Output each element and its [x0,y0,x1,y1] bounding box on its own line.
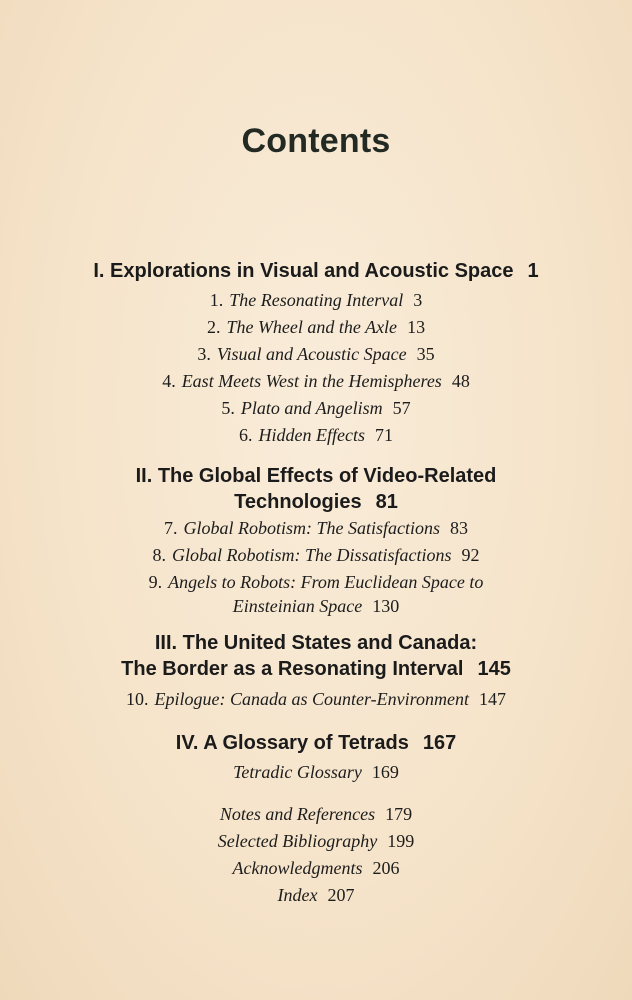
toc-entry-4 [0,369,632,393]
chapter-page: 3 [413,290,423,310]
part-3-heading [0,630,632,682]
chapter-title: Epilogue: Canada as Counter-Environment [154,689,469,709]
entry-page: 199 [387,831,415,851]
chapter-title-line2: Einsteinian Space [232,596,363,616]
chapter-number: 4. [162,371,176,391]
part-2-label-line1: II. The Global Effects of Video-Related [135,465,497,487]
toc-entry-notes [0,802,632,826]
part-1-page: 1 [527,260,539,282]
part-1-label: I. Explorations in Visual and Acoustic Space [93,260,514,282]
toc-entry-7 [0,516,632,540]
chapter-title: Hidden Effects [258,425,365,445]
entry-title: Notes and References [219,804,376,824]
toc-entry-6 [0,423,632,447]
part-4-heading [0,730,632,756]
chapter-page: 35 [416,344,435,364]
chapter-page: 48 [451,371,470,391]
toc-entry-index [0,883,632,907]
chapter-page: 147 [478,689,506,709]
chapter-title: The Wheel and the Axle [226,317,398,337]
chapter-page: 71 [374,425,393,445]
part-3-page: 145 [477,658,511,680]
chapter-number: 7. [164,518,178,538]
entry-page: 207 [327,885,355,905]
chapter-page: 57 [392,398,411,418]
part-3-label-line1: III. The United States and Canada: [154,632,478,654]
chapter-title: The Resonating Interval [229,290,404,310]
toc-entry-tetradic-glossary [0,760,632,784]
part-2-label-line2: Technologies [234,491,362,513]
entry-title: Index [277,885,318,905]
chapter-title: Plato and Angelism [240,398,383,418]
toc-entry-5 [0,396,632,420]
chapter-title: Global Robotism: The Dissatisfactions [171,545,452,565]
chapter-title: East Meets West in the Hemispheres [181,371,442,391]
chapter-number: 6. [239,425,253,445]
chapter-page: 83 [450,518,468,538]
page-title: Contents [241,122,391,160]
toc-entry-2 [0,315,632,339]
toc-entry-9 [0,570,632,618]
chapter-page: 13 [407,317,426,337]
part-4-label: IV. A Glossary of Tetrads [175,732,409,754]
chapter-number: 9. [148,572,163,592]
toc-entry-8 [0,543,632,567]
entry-title: Selected Bibliography [217,831,378,851]
part-3-label-line2: The Border as a Resonating Interval [121,658,464,680]
entry-page: 179 [385,804,413,824]
part-2-heading [0,463,632,515]
chapter-page: 92 [461,545,480,565]
chapter-number: 3. [197,344,211,364]
part-2-page: 81 [375,491,398,513]
entry-title: Tetradic Glossary [233,762,362,782]
chapter-title-line1: Angels to Robots: From Euclidean Space to [168,572,484,592]
chapter-number: 1. [209,290,224,310]
toc-entry-bibliography [0,829,632,853]
chapter-number: 2. [206,317,221,337]
chapter-title: Global Robotism: The Satisfactions [183,518,440,538]
entry-title: Acknowledgments [232,858,363,878]
entry-page: 206 [372,858,400,878]
chapter-title: Visual and Acoustic Space [216,344,407,364]
part-1-heading [0,258,632,284]
entry-page: 169 [371,762,399,782]
toc-entry-acknowledgments [0,856,632,880]
part-4-page: 167 [422,732,457,754]
chapter-number: 8. [152,545,166,565]
toc-entry-1 [0,288,632,312]
chapter-number: 10. [126,689,149,709]
chapter-page: 130 [372,596,400,616]
chapter-number: 5. [221,398,235,418]
toc-entry-10 [0,687,632,711]
toc-entry-3 [0,342,632,366]
